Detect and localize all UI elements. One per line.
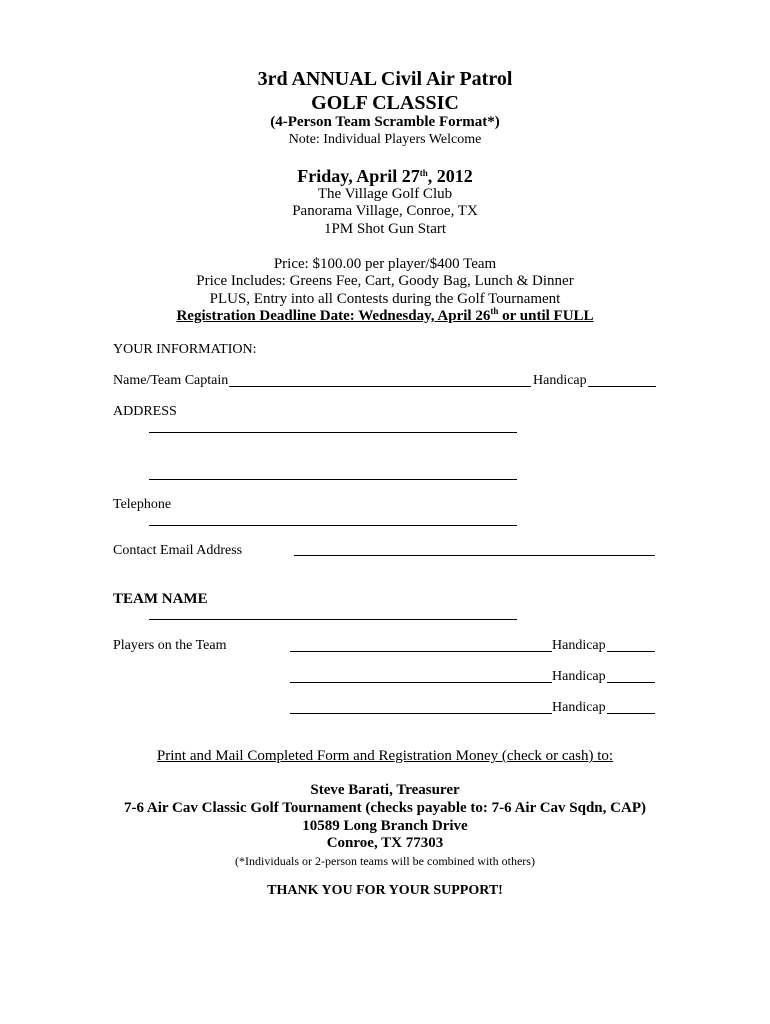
venue-location: Panorama Village, Conroe, TX bbox=[292, 203, 478, 219]
registration-deadline bbox=[0, 308, 770, 325]
captain-label: Name/Team Captain bbox=[113, 373, 229, 388]
mail-instruction: Print and Mail Completed Form and Registration Money (check or cash) to: bbox=[156, 748, 614, 764]
event-title-line1: 3rd ANNUAL Civil Air Patrol bbox=[257, 68, 513, 90]
price: Price: $100.00 per player/$400 Team bbox=[273, 256, 497, 272]
captain-handicap-line[interactable] bbox=[588, 386, 656, 387]
price-includes: Price Includes: Greens Fee, Cart, Goody Bag, Lunch & Dinner bbox=[196, 273, 574, 289]
individual-note: Note: Individual Players Welcome bbox=[288, 132, 482, 147]
player-3-handicap-label: Handicap bbox=[552, 700, 606, 715]
deadline-sup: th bbox=[490, 306, 499, 316]
player-3-handicap-line[interactable] bbox=[607, 713, 655, 714]
telephone-line[interactable] bbox=[149, 525, 517, 526]
venue: The Village Golf Club bbox=[317, 186, 453, 202]
thank-you: THANK YOU FOR YOUR SUPPORT! bbox=[267, 883, 503, 898]
deadline-suffix: or until FULL bbox=[498, 308, 594, 324]
player-2-handicap-label: Handicap bbox=[552, 669, 606, 684]
treasurer-name: Steve Barati, Treasurer bbox=[310, 782, 460, 798]
captain-handicap-label: Handicap bbox=[533, 373, 587, 388]
event-date-main: Friday, April 27 bbox=[297, 166, 420, 186]
email-label: Contact Email Address bbox=[113, 543, 243, 558]
price-plus: PLUS, Entry into all Contests during the Golf Tournament bbox=[209, 291, 561, 307]
event-date-year: , 2012 bbox=[427, 166, 473, 186]
player-3-line[interactable] bbox=[290, 713, 552, 714]
event-date-sup: th bbox=[419, 168, 428, 178]
start-time: 1PM Shot Gun Start bbox=[323, 221, 447, 237]
your-information-heading: YOUR INFORMATION: bbox=[113, 342, 257, 357]
event-date bbox=[0, 166, 770, 187]
email-line[interactable] bbox=[294, 555, 655, 556]
mail-street: 10589 Long Branch Drive bbox=[302, 818, 468, 834]
format-text: (4-Person Team Scramble Format*) bbox=[270, 114, 500, 130]
captain-name-line[interactable] bbox=[229, 386, 531, 387]
player-2-line[interactable] bbox=[290, 682, 552, 683]
address-line-2[interactable] bbox=[149, 479, 517, 480]
players-label: Players on the Team bbox=[113, 638, 227, 653]
telephone-label: Telephone bbox=[113, 497, 172, 512]
player-1-handicap-line[interactable] bbox=[607, 651, 655, 652]
address-line-1[interactable] bbox=[149, 432, 517, 433]
team-combination-note: (*Individuals or 2-person teams will be combined with others) bbox=[235, 854, 535, 868]
player-1-line[interactable] bbox=[290, 651, 552, 652]
player-1-handicap-label: Handicap bbox=[552, 638, 606, 653]
player-2-handicap-line[interactable] bbox=[607, 682, 655, 683]
event-title-line2: GOLF CLASSIC bbox=[311, 92, 459, 114]
team-name-line[interactable] bbox=[149, 619, 517, 620]
deadline-main: Registration Deadline Date: Wednesday, April 26 bbox=[176, 308, 491, 324]
team-name-label: TEAM NAME bbox=[113, 591, 208, 607]
mail-city: Conroe, TX 77303 bbox=[326, 835, 444, 851]
address-label: ADDRESS bbox=[113, 404, 177, 419]
tournament-org: 7-6 Air Cav Classic Golf Tournament (checks payable to: 7-6 Air Cav Sqdn, CAP) bbox=[124, 800, 646, 816]
